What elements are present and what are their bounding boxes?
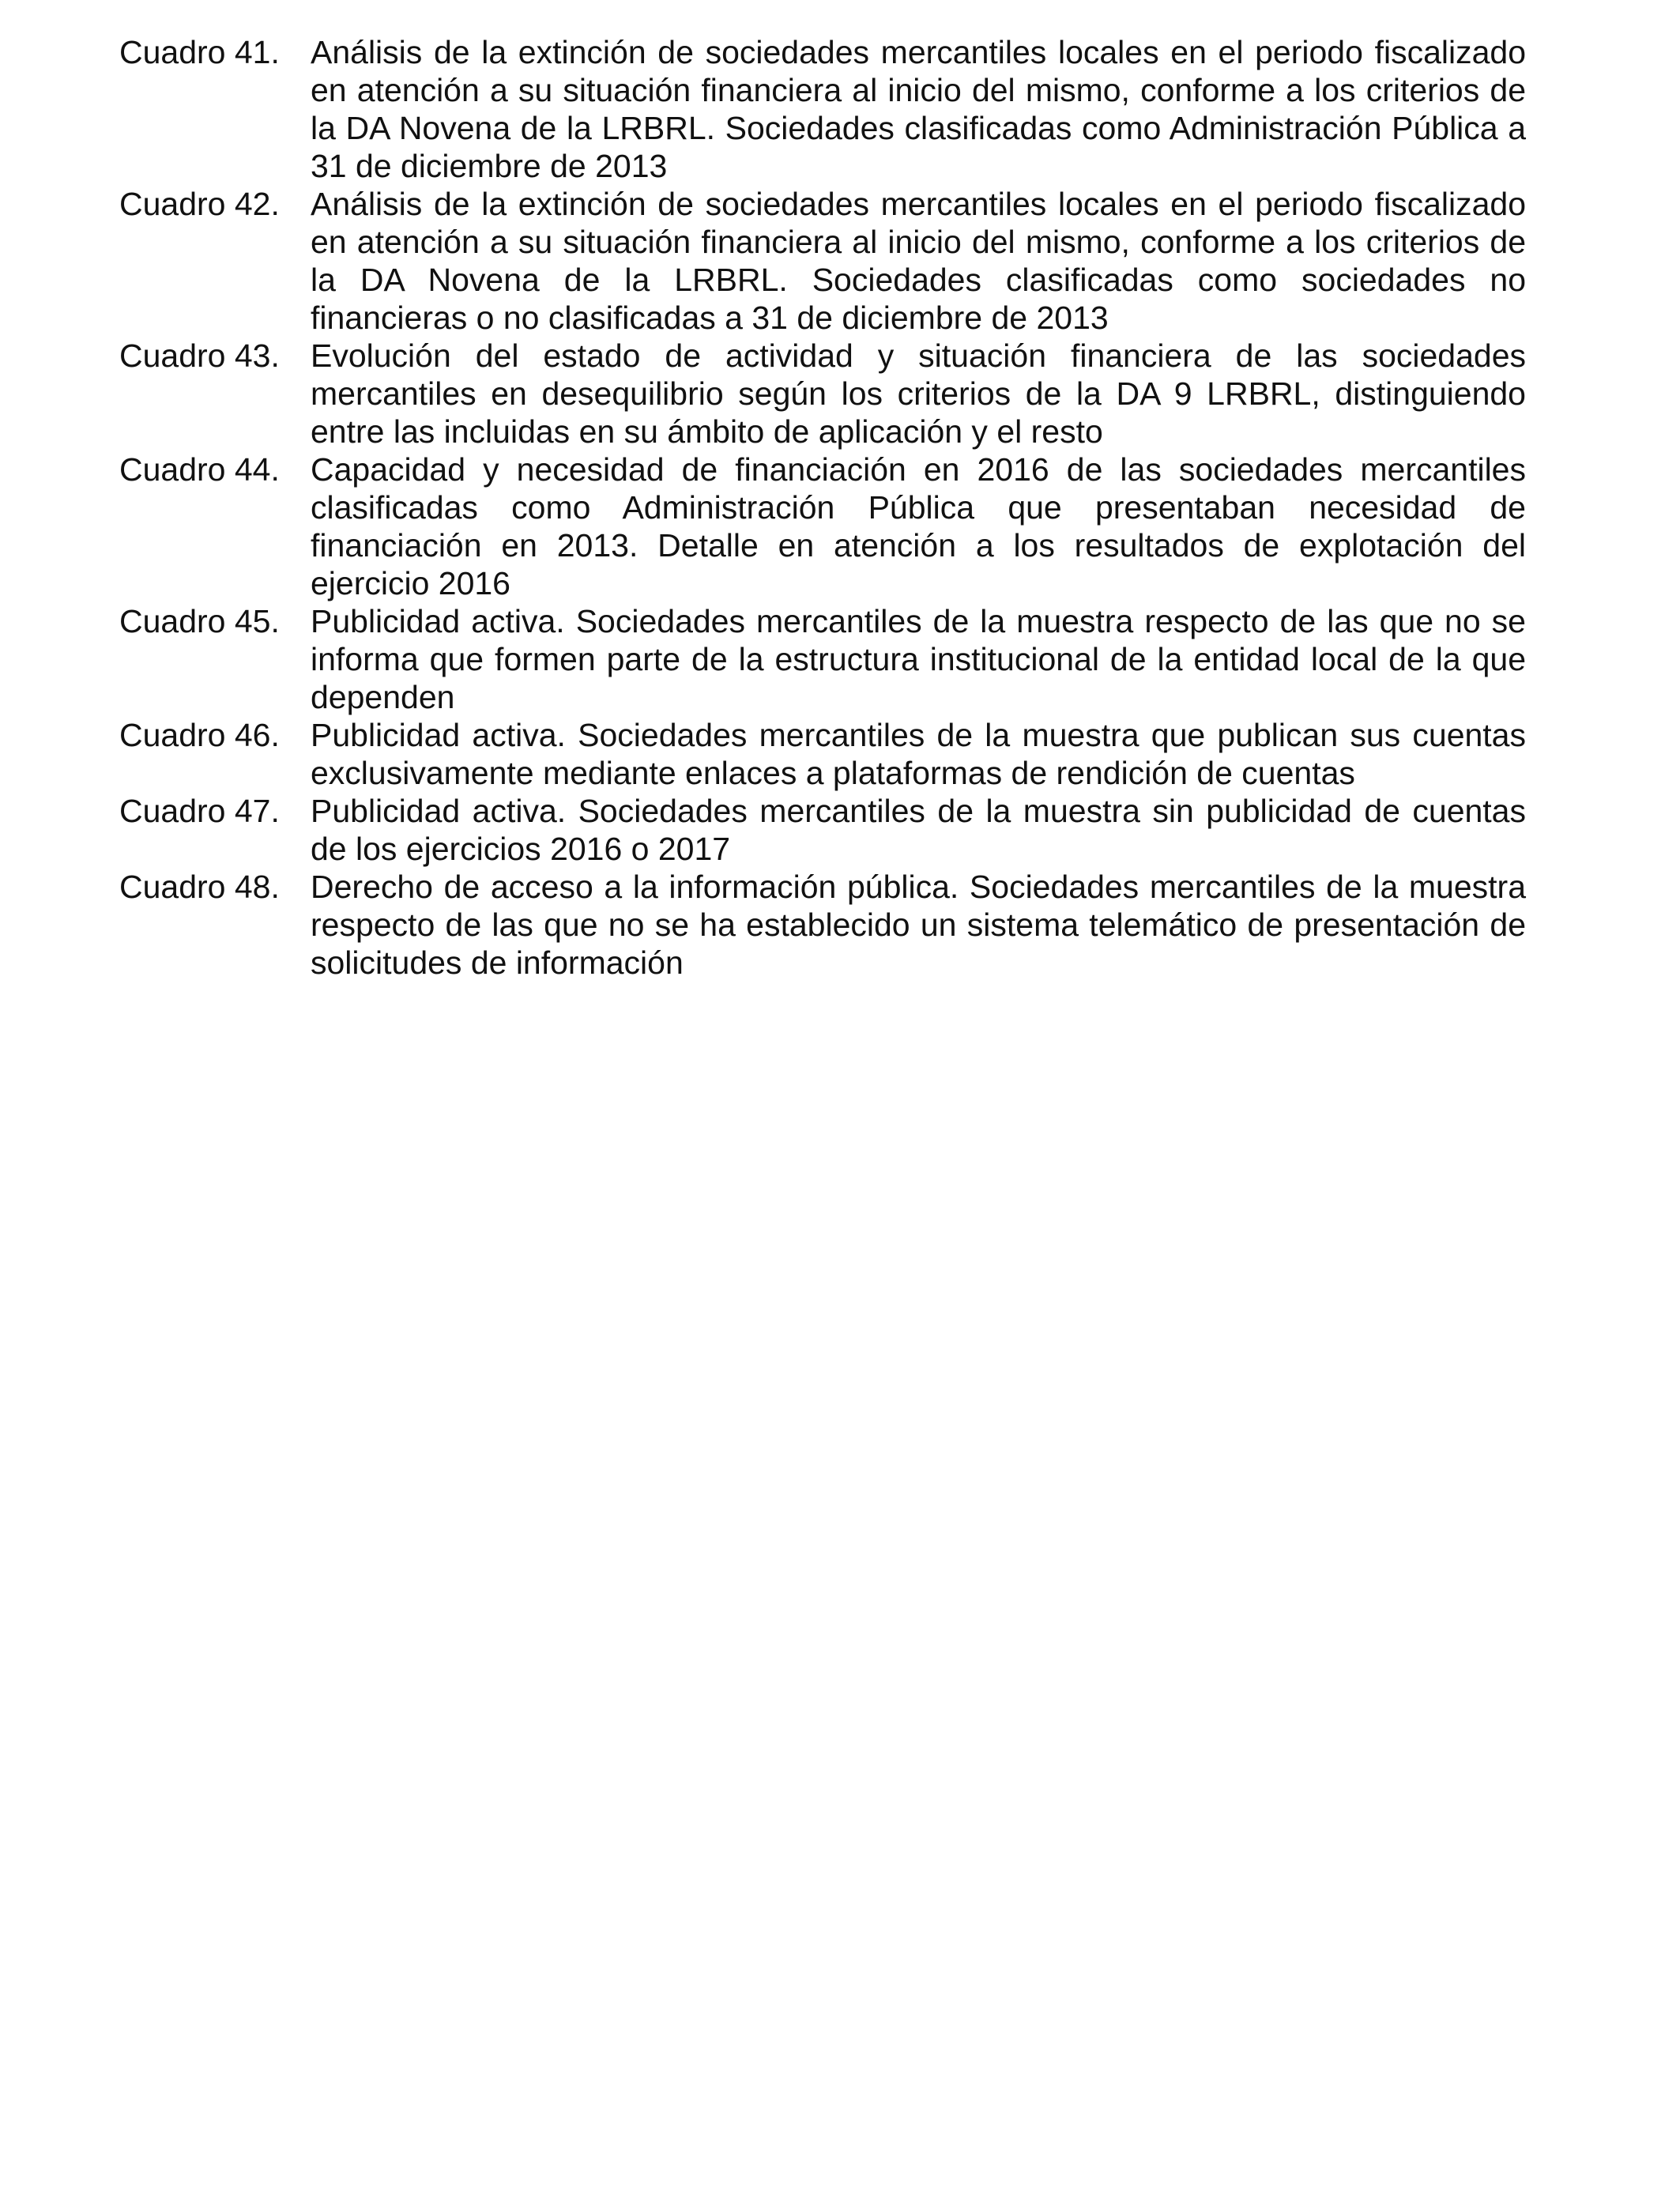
table-index-entry (119, 792, 1526, 868)
table-index-entry (119, 450, 1526, 602)
table-index-entry (119, 33, 1526, 185)
table-number-label: Cuadro 46. (119, 717, 280, 753)
table-index-entry (119, 337, 1526, 450)
table-number-label: Cuadro 48. (119, 869, 280, 905)
table-index-entry (119, 868, 1526, 982)
table-index-entry (119, 185, 1526, 337)
table-caption-text: Derecho de acceso a la información pública. Sociedades mercantiles de la muestra respecto de las que no se ha establecido un sistema telemático de presentación de solicitudes de información (311, 869, 1526, 981)
table-index-list (119, 33, 1526, 982)
table-caption-text: Análisis de la extinción de sociedades mercantiles locales en el periodo fiscalizado en atención a su situación financiera al inicio del mismo, conforme a los criterios de la DA Novena de la LRBRL. Sociedades clasificadas como sociedades no financieras o no clasificadas a 31 de diciembre de 2013 (311, 186, 1526, 336)
table-index-entry (119, 602, 1526, 716)
table-number-label: Cuadro 47. (119, 793, 280, 829)
table-number-label: Cuadro 43. (119, 337, 280, 374)
table-caption-text: Evolución del estado de actividad y situación financiera de las sociedades mercantiles en desequilibrio según los criterios de la DA 9 LRBRL, distinguiendo entre las incluidas en su ámbito de aplicación y el resto (311, 337, 1526, 450)
table-caption-text: Publicidad activa. Sociedades mercantiles de la muestra respecto de las que no se informa que formen parte de la estructura institucional de la entidad local de la que dependen (311, 603, 1526, 715)
table-number-label: Cuadro 45. (119, 603, 280, 639)
table-caption-text: Capacidad y necesidad de financiación en 2016 de las sociedades mercantiles clasificadas como Administración Pública que presentaban necesidad de financiación en 2013. Detalle en atención a los resultados de explotación del ejercicio 2016 (311, 451, 1526, 601)
table-number-label: Cuadro 42. (119, 186, 280, 222)
table-caption-text: Publicidad activa. Sociedades mercantiles de la muestra sin publicidad de cuentas de los ejercicios 2016 o 2017 (311, 793, 1526, 867)
table-number-label: Cuadro 44. (119, 451, 280, 488)
table-index-entry (119, 716, 1526, 792)
table-caption-text: Análisis de la extinción de sociedades mercantiles locales en el periodo fiscalizado en atención a su situación financiera al inicio del mismo, conforme a los criterios de la DA Novena de la LRBRL. Sociedades clasificadas como Administración Pública a 31 de diciembre de 2013 (311, 34, 1526, 184)
table-number-label: Cuadro 41. (119, 34, 280, 70)
table-caption-text: Publicidad activa. Sociedades mercantiles de la muestra que publican sus cuentas exclusivamente mediante enlaces a plataformas de rendición de cuentas (311, 717, 1526, 791)
